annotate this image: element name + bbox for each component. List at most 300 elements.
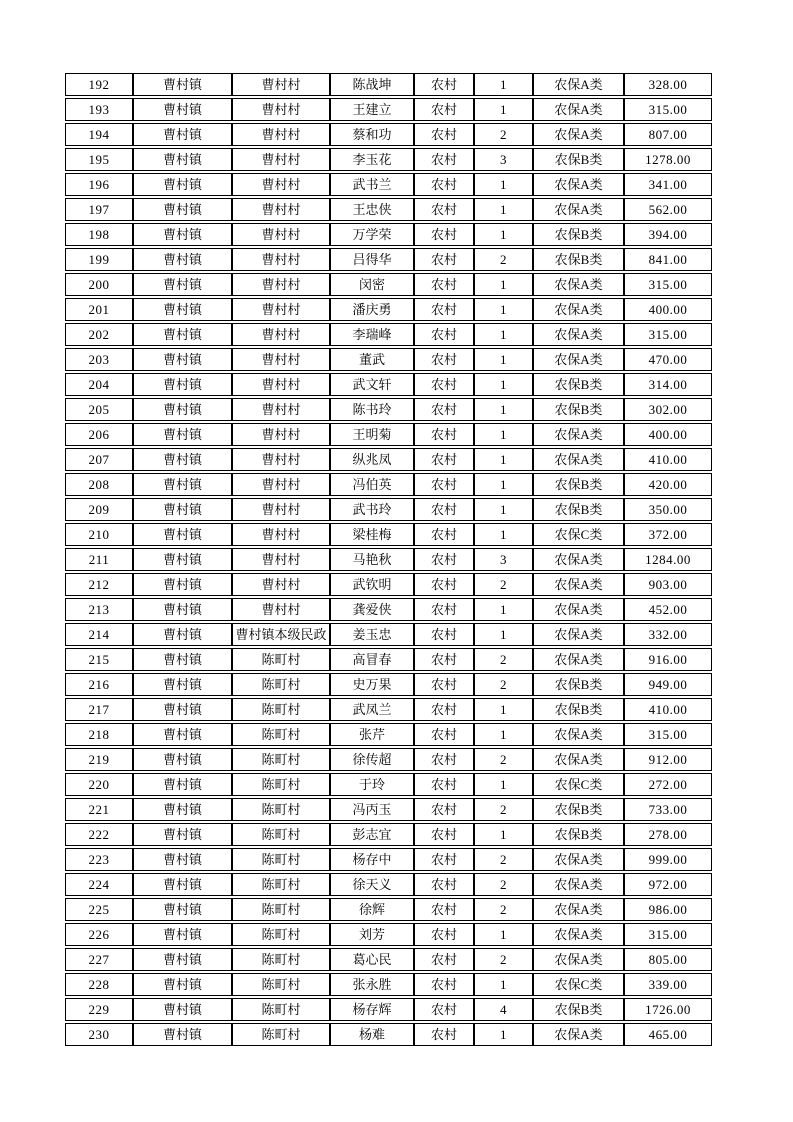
table-cell-residence-type: 农村 [414, 348, 474, 371]
table-cell-town: 曹村镇 [133, 473, 232, 496]
table-cell-amount: 339.00 [624, 973, 712, 996]
table-cell-village: 曹村村 [232, 323, 330, 346]
table-cell-insurance-category: 农保C类 [533, 523, 624, 546]
table-row [65, 748, 712, 771]
table-cell-residence-type: 农村 [414, 848, 474, 871]
table-cell-insurance-category: 农保A类 [533, 273, 624, 296]
table-cell-town: 曹村镇 [133, 1023, 232, 1046]
table-cell-name: 姜玉忠 [330, 623, 414, 646]
table-row [65, 923, 712, 946]
table-cell-name: 万学荣 [330, 223, 414, 246]
table-cell-village: 曹村村 [232, 573, 330, 596]
table-cell-person-count: 1 [474, 423, 533, 446]
table-cell-insurance-category: 农保A类 [533, 848, 624, 871]
table-cell-insurance-category: 农保A类 [533, 648, 624, 671]
table-cell-row-number: 218 [65, 723, 133, 746]
table-cell-amount: 733.00 [624, 798, 712, 821]
table-cell-insurance-category: 农保B类 [533, 498, 624, 521]
table-row [65, 423, 712, 446]
table-cell-amount: 420.00 [624, 473, 712, 496]
table-cell-town: 曹村镇 [133, 648, 232, 671]
table-cell-village: 陈町村 [232, 773, 330, 796]
table-cell-residence-type: 农村 [414, 973, 474, 996]
table-cell-row-number: 205 [65, 398, 133, 421]
table-cell-row-number: 209 [65, 498, 133, 521]
table-cell-town: 曹村镇 [133, 798, 232, 821]
table-cell-person-count: 1 [474, 823, 533, 846]
table-cell-town: 曹村镇 [133, 873, 232, 896]
table-cell-village: 曹村村 [232, 598, 330, 621]
table-cell-person-count: 4 [474, 998, 533, 1021]
table-cell-village: 陈町村 [232, 973, 330, 996]
table-cell-residence-type: 农村 [414, 598, 474, 621]
table-cell-insurance-category: 农保B类 [533, 473, 624, 496]
table-cell-residence-type: 农村 [414, 623, 474, 646]
table-cell-insurance-category: 农保A类 [533, 173, 624, 196]
table-cell-residence-type: 农村 [414, 373, 474, 396]
table-cell-person-count: 1 [474, 323, 533, 346]
table-cell-amount: 1278.00 [624, 148, 712, 171]
table-cell-village: 曹村村 [232, 98, 330, 121]
table-cell-name: 王忠侠 [330, 198, 414, 221]
table-cell-insurance-category: 农保A类 [533, 873, 624, 896]
table-cell-insurance-category: 农保B类 [533, 698, 624, 721]
table-cell-name: 李瑞峰 [330, 323, 414, 346]
table-cell-residence-type: 农村 [414, 398, 474, 421]
table-cell-person-count: 1 [474, 473, 533, 496]
table-cell-amount: 470.00 [624, 348, 712, 371]
table-cell-amount: 341.00 [624, 173, 712, 196]
table-cell-person-count: 1 [474, 598, 533, 621]
table-cell-row-number: 213 [65, 598, 133, 621]
table-cell-row-number: 225 [65, 898, 133, 921]
table-cell-row-number: 217 [65, 698, 133, 721]
table-cell-name: 杨存中 [330, 848, 414, 871]
table-cell-village: 曹村村 [232, 373, 330, 396]
table-cell-person-count: 1 [474, 448, 533, 471]
table-cell-amount: 400.00 [624, 423, 712, 446]
table-cell-row-number: 227 [65, 948, 133, 971]
table-cell-person-count: 2 [474, 673, 533, 696]
table-cell-row-number: 220 [65, 773, 133, 796]
table-cell-town: 曹村镇 [133, 548, 232, 571]
table-cell-residence-type: 农村 [414, 748, 474, 771]
table-cell-person-count: 2 [474, 748, 533, 771]
table-cell-row-number: 196 [65, 173, 133, 196]
table-row [65, 348, 712, 371]
table-cell-name: 葛心民 [330, 948, 414, 971]
table-cell-amount: 315.00 [624, 923, 712, 946]
table-cell-insurance-category: 农保A类 [533, 748, 624, 771]
table-cell-row-number: 202 [65, 323, 133, 346]
table-row [65, 798, 712, 821]
table-cell-insurance-category: 农保A类 [533, 348, 624, 371]
table-cell-village: 陈町村 [232, 923, 330, 946]
table-cell-person-count: 1 [474, 348, 533, 371]
table-cell-residence-type: 农村 [414, 548, 474, 571]
table-cell-insurance-category: 农保A类 [533, 623, 624, 646]
table-row [65, 73, 712, 96]
table-cell-residence-type: 农村 [414, 698, 474, 721]
table-cell-residence-type: 农村 [414, 273, 474, 296]
table-cell-insurance-category: 农保B类 [533, 823, 624, 846]
table-row [65, 298, 712, 321]
table-row [65, 873, 712, 896]
table-cell-residence-type: 农村 [414, 798, 474, 821]
table-cell-insurance-category: 农保A类 [533, 548, 624, 571]
table-row [65, 123, 712, 146]
table-cell-row-number: 197 [65, 198, 133, 221]
table-row [65, 523, 712, 546]
table-cell-name: 徐辉 [330, 898, 414, 921]
table-cell-amount: 328.00 [624, 73, 712, 96]
table-cell-insurance-category: 农保A类 [533, 923, 624, 946]
table-cell-town: 曹村镇 [133, 848, 232, 871]
table-cell-name: 武钦明 [330, 573, 414, 596]
table-cell-person-count: 2 [474, 873, 533, 896]
table-cell-insurance-category: 农保A类 [533, 123, 624, 146]
table-cell-amount: 315.00 [624, 98, 712, 121]
table-cell-name: 杨难 [330, 1023, 414, 1046]
table-row [65, 648, 712, 671]
table-cell-village: 陈町村 [232, 948, 330, 971]
table-cell-name: 梁桂梅 [330, 523, 414, 546]
table-cell-name: 高冒春 [330, 648, 414, 671]
table-cell-person-count: 2 [474, 948, 533, 971]
table-cell-person-count: 1 [474, 623, 533, 646]
table-cell-village: 曹村村 [232, 423, 330, 446]
table-row [65, 948, 712, 971]
table-cell-name: 闵密 [330, 273, 414, 296]
table-cell-person-count: 1 [474, 773, 533, 796]
table-cell-insurance-category: 农保A类 [533, 73, 624, 96]
table-cell-insurance-category: 农保A类 [533, 198, 624, 221]
table-cell-name: 董武 [330, 348, 414, 371]
table-cell-village: 陈町村 [232, 798, 330, 821]
table-cell-village: 曹村村 [232, 173, 330, 196]
table-cell-village: 陈町村 [232, 698, 330, 721]
table-row [65, 973, 712, 996]
table-cell-town: 曹村镇 [133, 773, 232, 796]
table-row [65, 98, 712, 121]
table-cell-insurance-category: 农保A类 [533, 1023, 624, 1046]
table-cell-amount: 452.00 [624, 598, 712, 621]
table-cell-insurance-category: 农保A类 [533, 598, 624, 621]
table-cell-amount: 302.00 [624, 398, 712, 421]
table-cell-name: 吕得华 [330, 248, 414, 271]
table-row [65, 323, 712, 346]
table-cell-residence-type: 农村 [414, 998, 474, 1021]
table-cell-town: 曹村镇 [133, 573, 232, 596]
table-cell-town: 曹村镇 [133, 948, 232, 971]
table-cell-insurance-category: 农保B类 [533, 373, 624, 396]
table-cell-town: 曹村镇 [133, 523, 232, 546]
table-cell-insurance-category: 农保A类 [533, 573, 624, 596]
table-cell-residence-type: 农村 [414, 73, 474, 96]
table-cell-town: 曹村镇 [133, 148, 232, 171]
table-row [65, 248, 712, 271]
table-cell-town: 曹村镇 [133, 923, 232, 946]
table-cell-village: 曹村村 [232, 198, 330, 221]
table-cell-person-count: 1 [474, 223, 533, 246]
table-cell-town: 曹村镇 [133, 323, 232, 346]
table-cell-village: 陈町村 [232, 748, 330, 771]
table-body [65, 73, 712, 1046]
table-cell-row-number: 219 [65, 748, 133, 771]
table-cell-amount: 916.00 [624, 648, 712, 671]
table-cell-village: 陈町村 [232, 898, 330, 921]
table-row [65, 498, 712, 521]
table-cell-residence-type: 农村 [414, 898, 474, 921]
table-cell-residence-type: 农村 [414, 323, 474, 346]
table-cell-town: 曹村镇 [133, 748, 232, 771]
table-cell-name: 龚爱侠 [330, 598, 414, 621]
table-cell-amount: 272.00 [624, 773, 712, 796]
table-cell-residence-type: 农村 [414, 948, 474, 971]
table-cell-amount: 1284.00 [624, 548, 712, 571]
table-cell-name: 陈书玲 [330, 398, 414, 421]
table-cell-town: 曹村镇 [133, 698, 232, 721]
table-cell-row-number: 226 [65, 923, 133, 946]
table-cell-amount: 912.00 [624, 748, 712, 771]
table-cell-row-number: 216 [65, 673, 133, 696]
table-cell-town: 曹村镇 [133, 373, 232, 396]
table-cell-town: 曹村镇 [133, 73, 232, 96]
table-cell-village: 曹村村 [232, 498, 330, 521]
table-cell-residence-type: 农村 [414, 123, 474, 146]
table-cell-person-count: 2 [474, 648, 533, 671]
table-cell-village: 曹村镇本级民政 [232, 623, 330, 646]
table-cell-name: 徐天义 [330, 873, 414, 896]
table-cell-village: 曹村村 [232, 473, 330, 496]
table-cell-amount: 278.00 [624, 823, 712, 846]
table-cell-person-count: 1 [474, 73, 533, 96]
table-cell-person-count: 1 [474, 273, 533, 296]
table-cell-residence-type: 农村 [414, 523, 474, 546]
table-cell-amount: 562.00 [624, 198, 712, 221]
table-cell-town: 曹村镇 [133, 248, 232, 271]
table-cell-residence-type: 农村 [414, 223, 474, 246]
table-cell-residence-type: 农村 [414, 423, 474, 446]
table-cell-town: 曹村镇 [133, 623, 232, 646]
table-cell-name: 张永胜 [330, 973, 414, 996]
table-cell-village: 曹村村 [232, 223, 330, 246]
table-cell-name: 史万果 [330, 673, 414, 696]
table-cell-row-number: 215 [65, 648, 133, 671]
table-cell-insurance-category: 农保A类 [533, 448, 624, 471]
table-cell-village: 陈町村 [232, 723, 330, 746]
table-cell-name: 彭志宜 [330, 823, 414, 846]
table-cell-person-count: 2 [474, 798, 533, 821]
table-cell-town: 曹村镇 [133, 823, 232, 846]
table-cell-amount: 410.00 [624, 448, 712, 471]
table-cell-residence-type: 农村 [414, 248, 474, 271]
benefits-table [65, 71, 712, 1048]
table-cell-amount: 841.00 [624, 248, 712, 271]
table-cell-amount: 1726.00 [624, 998, 712, 1021]
table-cell-person-count: 3 [474, 548, 533, 571]
table-cell-person-count: 1 [474, 198, 533, 221]
table-cell-village: 陈町村 [232, 873, 330, 896]
table-cell-residence-type: 农村 [414, 723, 474, 746]
table-cell-row-number: 195 [65, 148, 133, 171]
table-cell-residence-type: 农村 [414, 173, 474, 196]
table-cell-town: 曹村镇 [133, 598, 232, 621]
table-cell-name: 杨存辉 [330, 998, 414, 1021]
table-cell-residence-type: 农村 [414, 648, 474, 671]
table-cell-amount: 410.00 [624, 698, 712, 721]
table-cell-name: 陈战坤 [330, 73, 414, 96]
table-cell-row-number: 222 [65, 823, 133, 846]
table-cell-town: 曹村镇 [133, 198, 232, 221]
table-cell-person-count: 1 [474, 173, 533, 196]
table-row [65, 673, 712, 696]
table-cell-name: 徐传超 [330, 748, 414, 771]
table-row [65, 223, 712, 246]
table-cell-name: 武文轩 [330, 373, 414, 396]
table-cell-name: 潘庆勇 [330, 298, 414, 321]
table-cell-village: 曹村村 [232, 248, 330, 271]
table-cell-amount: 372.00 [624, 523, 712, 546]
table-cell-row-number: 207 [65, 448, 133, 471]
table-row [65, 273, 712, 296]
table-cell-name: 武凤兰 [330, 698, 414, 721]
table-cell-name: 刘芳 [330, 923, 414, 946]
table-row [65, 623, 712, 646]
table-cell-village: 陈町村 [232, 823, 330, 846]
table-cell-residence-type: 农村 [414, 823, 474, 846]
table-cell-row-number: 229 [65, 998, 133, 1021]
table-row [65, 698, 712, 721]
table-cell-town: 曹村镇 [133, 898, 232, 921]
table-cell-residence-type: 农村 [414, 673, 474, 696]
table-cell-person-count: 2 [474, 898, 533, 921]
table-cell-village: 陈町村 [232, 998, 330, 1021]
table-cell-person-count: 1 [474, 698, 533, 721]
table-cell-village: 曹村村 [232, 448, 330, 471]
table-cell-town: 曹村镇 [133, 398, 232, 421]
table-cell-town: 曹村镇 [133, 273, 232, 296]
table-cell-village: 曹村村 [232, 148, 330, 171]
table-cell-name: 张芹 [330, 723, 414, 746]
table-cell-person-count: 1 [474, 98, 533, 121]
table-cell-town: 曹村镇 [133, 423, 232, 446]
table-cell-insurance-category: 农保A类 [533, 723, 624, 746]
table-cell-row-number: 206 [65, 423, 133, 446]
table-cell-town: 曹村镇 [133, 998, 232, 1021]
table-cell-amount: 949.00 [624, 673, 712, 696]
table-cell-town: 曹村镇 [133, 223, 232, 246]
table-cell-person-count: 1 [474, 398, 533, 421]
table-cell-person-count: 1 [474, 923, 533, 946]
table-cell-name: 武书玲 [330, 498, 414, 521]
table-cell-row-number: 208 [65, 473, 133, 496]
table-cell-amount: 999.00 [624, 848, 712, 871]
table-cell-residence-type: 农村 [414, 148, 474, 171]
table-cell-person-count: 2 [474, 848, 533, 871]
table-cell-amount: 807.00 [624, 123, 712, 146]
table-cell-residence-type: 农村 [414, 773, 474, 796]
table-cell-insurance-category: 农保A类 [533, 298, 624, 321]
table-cell-amount: 805.00 [624, 948, 712, 971]
table-row [65, 148, 712, 171]
table-cell-name: 王明菊 [330, 423, 414, 446]
table-cell-insurance-category: 农保C类 [533, 973, 624, 996]
table-cell-insurance-category: 农保B类 [533, 223, 624, 246]
table-cell-town: 曹村镇 [133, 723, 232, 746]
table-row [65, 548, 712, 571]
table-row [65, 398, 712, 421]
table-row [65, 773, 712, 796]
table-cell-amount: 350.00 [624, 498, 712, 521]
table-cell-village: 曹村村 [232, 348, 330, 371]
table-cell-person-count: 1 [474, 723, 533, 746]
table-cell-insurance-category: 农保C类 [533, 773, 624, 796]
table-cell-person-count: 2 [474, 248, 533, 271]
table-cell-name: 马艳秋 [330, 548, 414, 571]
table-cell-row-number: 192 [65, 73, 133, 96]
table-cell-person-count: 1 [474, 973, 533, 996]
table-cell-residence-type: 农村 [414, 573, 474, 596]
table-cell-residence-type: 农村 [414, 473, 474, 496]
table-cell-insurance-category: 农保B类 [533, 148, 624, 171]
table-cell-row-number: 211 [65, 548, 133, 571]
table-cell-town: 曹村镇 [133, 498, 232, 521]
table-cell-row-number: 194 [65, 123, 133, 146]
table-row [65, 823, 712, 846]
table-cell-residence-type: 农村 [414, 923, 474, 946]
table-cell-row-number: 210 [65, 523, 133, 546]
table-cell-row-number: 224 [65, 873, 133, 896]
table-row [65, 473, 712, 496]
table-row [65, 198, 712, 221]
table-cell-insurance-category: 农保A类 [533, 948, 624, 971]
table-cell-name: 冯伯英 [330, 473, 414, 496]
table-cell-insurance-category: 农保A类 [533, 323, 624, 346]
table-cell-row-number: 221 [65, 798, 133, 821]
table-cell-row-number: 201 [65, 298, 133, 321]
table-cell-person-count: 2 [474, 573, 533, 596]
table-cell-row-number: 212 [65, 573, 133, 596]
table-cell-insurance-category: 农保B类 [533, 398, 624, 421]
table-cell-village: 曹村村 [232, 123, 330, 146]
table-row [65, 1023, 712, 1046]
table-cell-village: 陈町村 [232, 673, 330, 696]
table-cell-person-count: 1 [474, 498, 533, 521]
table-cell-amount: 315.00 [624, 723, 712, 746]
table-row [65, 373, 712, 396]
table-cell-name: 于玲 [330, 773, 414, 796]
table-row [65, 723, 712, 746]
table-cell-village: 曹村村 [232, 273, 330, 296]
table-row [65, 173, 712, 196]
table-row [65, 598, 712, 621]
table-cell-amount: 986.00 [624, 898, 712, 921]
table-cell-residence-type: 农村 [414, 498, 474, 521]
table-cell-amount: 332.00 [624, 623, 712, 646]
table-cell-person-count: 1 [474, 523, 533, 546]
table-cell-village: 曹村村 [232, 398, 330, 421]
table-cell-amount: 903.00 [624, 573, 712, 596]
table-cell-town: 曹村镇 [133, 123, 232, 146]
table-cell-name: 王建立 [330, 98, 414, 121]
table-cell-row-number: 230 [65, 1023, 133, 1046]
table-cell-name: 冯丙玉 [330, 798, 414, 821]
table-cell-residence-type: 农村 [414, 298, 474, 321]
table-cell-insurance-category: 农保B类 [533, 798, 624, 821]
table-cell-row-number: 214 [65, 623, 133, 646]
table-cell-insurance-category: 农保A类 [533, 423, 624, 446]
